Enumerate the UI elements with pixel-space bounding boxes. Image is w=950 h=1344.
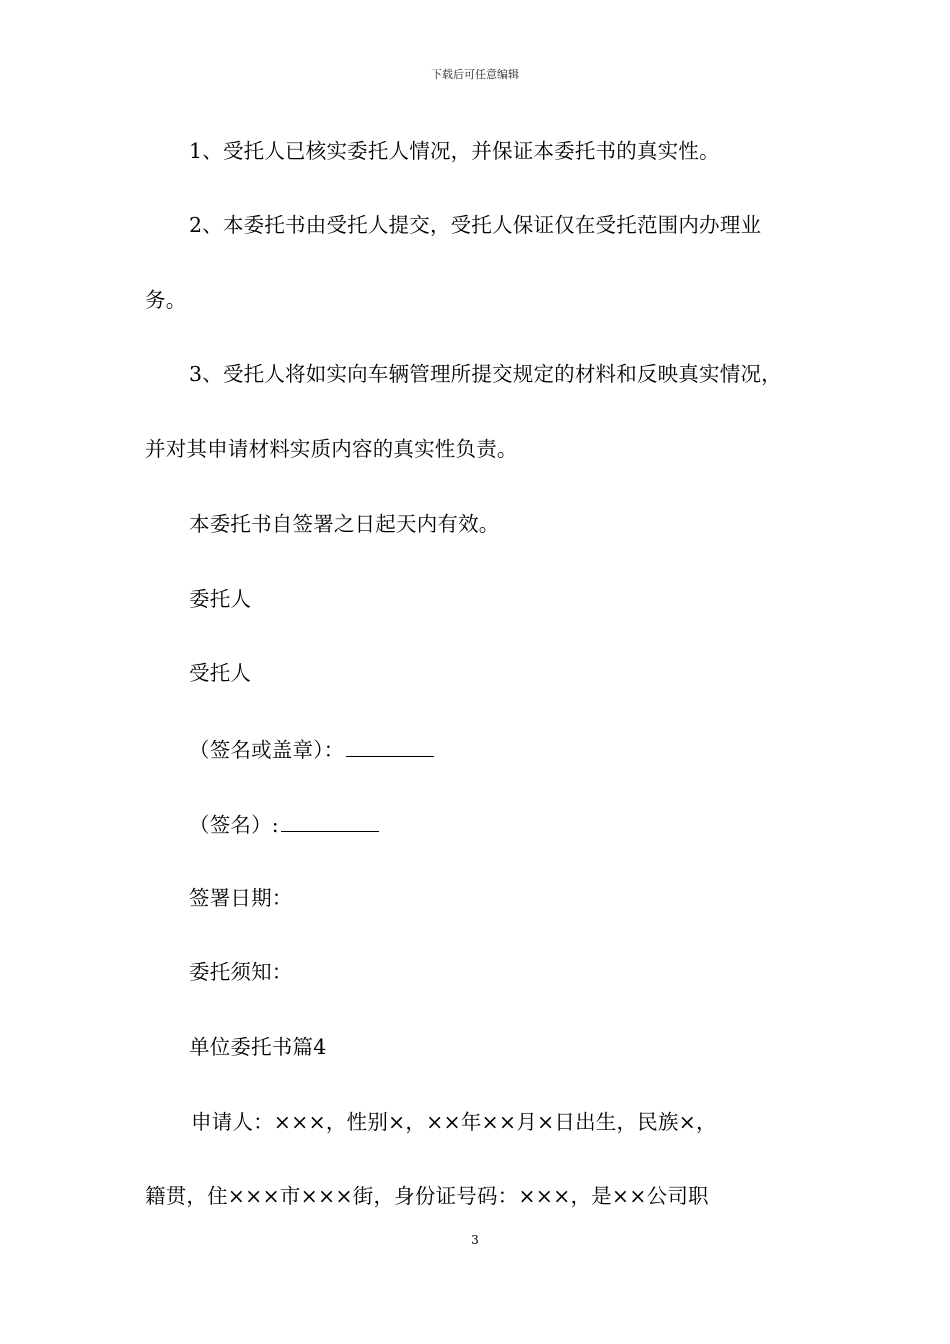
sign-or-seal-blank	[346, 734, 434, 757]
clause-2-line-1: 2、本委托书由受托人提交，受托人保证仅在受托范围内办理业	[189, 213, 762, 237]
applicant-line-2: 籍贯，住×××市×××街，身份证号码：×××，是××公司职	[145, 1184, 709, 1208]
notice-label: 委托须知：	[189, 960, 293, 984]
clause-3-line-2: 并对其申请材料实质内容的真实性负责。	[145, 437, 518, 461]
clause-1: 1、受托人已核实委托人情况，并保证本委托书的真实性。	[189, 139, 720, 163]
clause-3-line-1: 3、受托人将如实向车辆管理所提交规定的材料和反映真实情况，	[189, 362, 782, 386]
sign-or-seal-row	[189, 734, 434, 764]
sign-label: （签名）:	[189, 813, 279, 837]
section-title: 单位委托书篇4	[189, 1035, 327, 1059]
sign-blank	[281, 809, 379, 832]
sign-or-seal-label: （签名或盖章）：	[189, 738, 345, 762]
page-header: 下载后可任意编辑	[431, 68, 519, 81]
clause-2-line-2: 务。	[145, 288, 187, 312]
sign-date-label: 签署日期：	[189, 886, 293, 910]
applicant-line-1: 申请人：×××，性别×，××年××月×日出生，民族×，	[191, 1110, 717, 1134]
validity-statement: 本委托书自签署之日起天内有效。	[189, 512, 500, 536]
principal-label: 委托人	[189, 587, 252, 611]
agent-label: 受托人	[189, 661, 252, 685]
sign-row	[189, 809, 379, 839]
page-number: 3	[471, 1233, 479, 1247]
